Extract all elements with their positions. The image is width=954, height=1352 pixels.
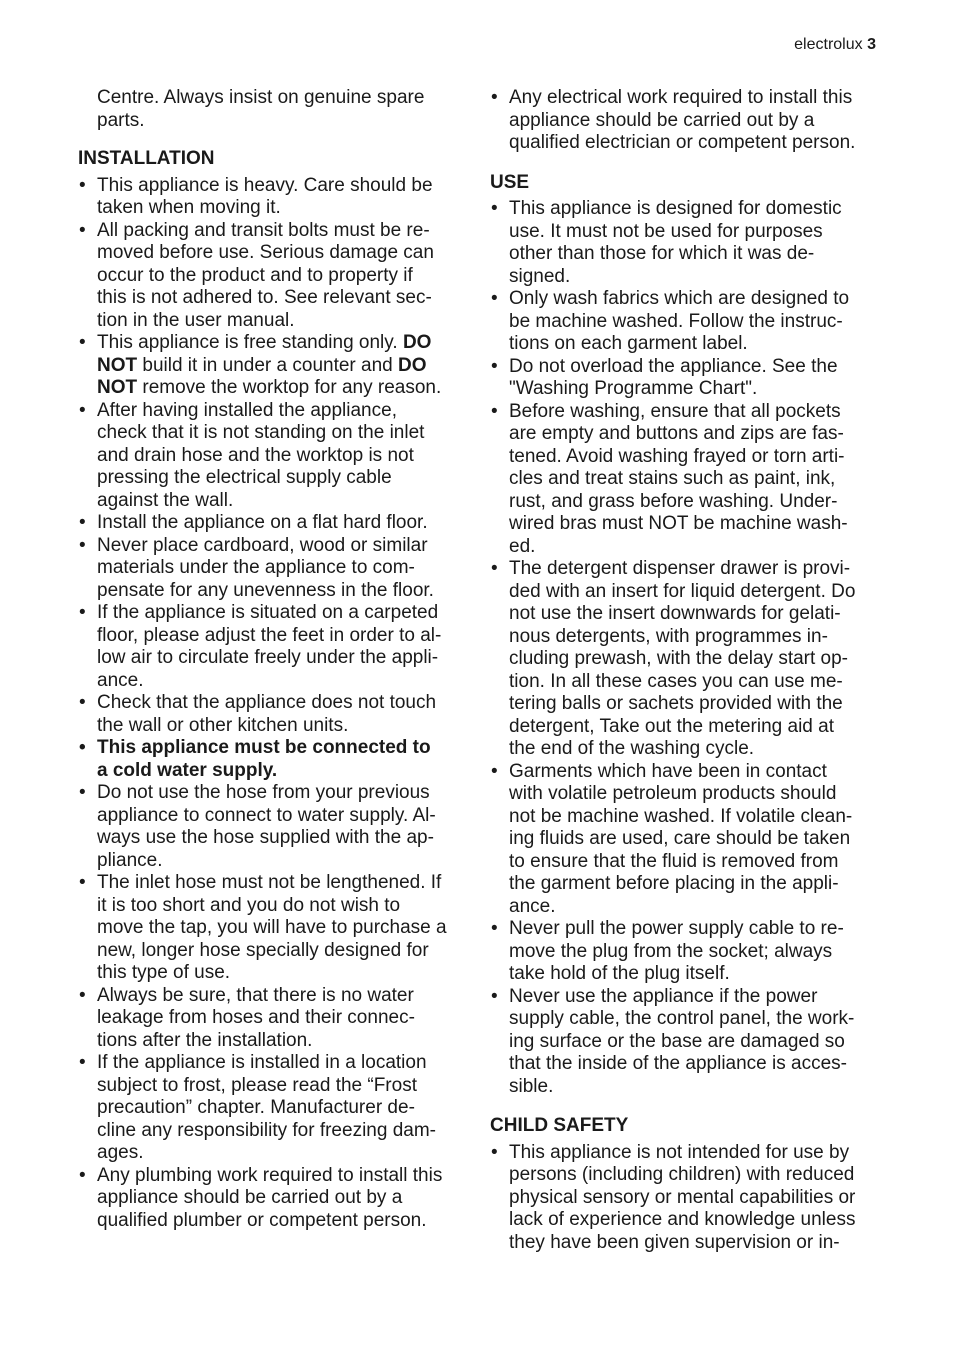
list-item: • This appliance is heavy. Care should be taken when moving it. <box>78 175 466 220</box>
list-item: • All packing and transit bolts must be re- moved before use. Serious damage can occur to the product and to property if this is not adhered to. See relevant sec- tion in the user manual. <box>78 220 466 333</box>
list-item: • Never pull the power supply cable to re- move the plug from the socket; always take hold of the plug itself. <box>490 918 876 986</box>
list-item: • Never place cardboard, wood or similar materials under the appliance to com- pensate for any unevenness in the floor. <box>78 535 466 603</box>
electrical-list <box>490 87 876 155</box>
installation-heading: INSTALLATION <box>78 148 215 169</box>
list-item: • If the appliance is situated on a carpeted floor, please adjust the feet in order to al- low air to circulate freely under the appli- ance. <box>78 602 466 692</box>
use-heading: USE <box>490 171 530 193</box>
list-item: • Any plumbing work required to install this appliance should be carried out by a qualified plumber or competent person. <box>78 1165 466 1233</box>
page-header <box>794 36 876 54</box>
item-emphasis: DO NOT <box>97 332 432 376</box>
left-column <box>78 87 466 1232</box>
use-list <box>490 198 876 1098</box>
list-item <box>78 332 466 400</box>
list-item: • Any electrical work required to install this appliance should be carried out by a qualified electrician or competent person. <box>490 87 876 155</box>
item-text: This appliance is free standing only. <box>97 332 403 353</box>
item-text: remove the worktop for any reason. <box>137 377 442 398</box>
list-item: • Do not use the hose from your previous appliance to connect to water supply. Al- ways use the hose supplied with the ap- pliance. <box>78 782 466 872</box>
list-item: • Do not overload the appliance. See the "Washing Programme Chart". <box>490 356 876 401</box>
item-emphasis: DO NOT <box>97 354 427 398</box>
list-item: • The inlet hose must not be lengthened. If it is too short and you do not wish to move the tap, you will have to purchase a new, longer hose specially designed for this type of use. <box>78 872 466 985</box>
list-item: • This appliance is not intended for use by persons (including children) with reduced physical sensory or mental capabilities or lack of experience and knowledge unless they have been given supervision or in- <box>490 1142 876 1255</box>
list-item: • The detergent dispenser drawer is provi- ded with an insert for liquid detergent. Do not use the insert downwards for gelati- nous detergents, with programmes in- cluding prewash, with the delay start op- tion. In all these cases you can use me- tering balls or sachets provided with the detergent, Take out the metering aid at the end of the washing cycle. <box>490 558 876 761</box>
list-item-bold: • This appliance must be connected to a cold water supply. <box>78 737 466 782</box>
installation-list <box>78 175 466 1233</box>
child-safety-heading: CHILD SAFETY <box>490 1115 629 1136</box>
item-text: build it in under a counter and <box>137 354 399 376</box>
brand-name: electrolux <box>794 36 863 53</box>
list-item: • Always be sure, that there is no water leakage from hoses and their connec- tions after the installation. <box>78 985 466 1053</box>
list-item: • If the appliance is installed in a location subject to frost, please read the “Frost precaution” chapter. Manufacturer de- cline any responsibility for freezing dam- ages. <box>78 1052 466 1165</box>
list-item: • Only wash fabrics which are designed to be machine washed. Follow the instruc- tions on each garment label. <box>490 288 876 356</box>
child-safety-list <box>490 1142 876 1255</box>
list-item: • Before washing, ensure that all pockets are empty and buttons and zips are fas- tened. Avoid washing frayed or torn arti- cles and treat stains such as paint, ink, rust, and grass before washing. Under- wired bras must NOT be machine wash- ed. <box>490 401 876 559</box>
right-column <box>490 87 876 1254</box>
list-item: • After having installed the appliance, check that it is not standing on the inlet and drain hose and the worktop is not pressing the electrical supply cable against the wall. <box>78 400 466 513</box>
list-item: • Garments which have been in contact with volatile petroleum products should not be machine washed. If volatile clean- ing fluids are used, care should be taken to ensure that the fluid is removed from the garment before placing in the appli- ance. <box>490 761 876 919</box>
list-item: • Install the appliance on a flat hard floor. <box>78 512 466 535</box>
page-number: 3 <box>867 36 876 53</box>
list-item: • Never use the appliance if the power supply cable, the control panel, the work- ing surface or the base are damaged so that the inside of the appliance is acces- sible. <box>490 986 876 1099</box>
intro-paragraph: Centre. Always insist on genuine spare parts. <box>97 87 425 131</box>
list-item: • This appliance is designed for domestic use. It must not be used for purposes other than those for which it was de- signed. <box>490 198 876 288</box>
list-item: • Check that the appliance does not touch the wall or other kitchen units. <box>78 692 466 737</box>
